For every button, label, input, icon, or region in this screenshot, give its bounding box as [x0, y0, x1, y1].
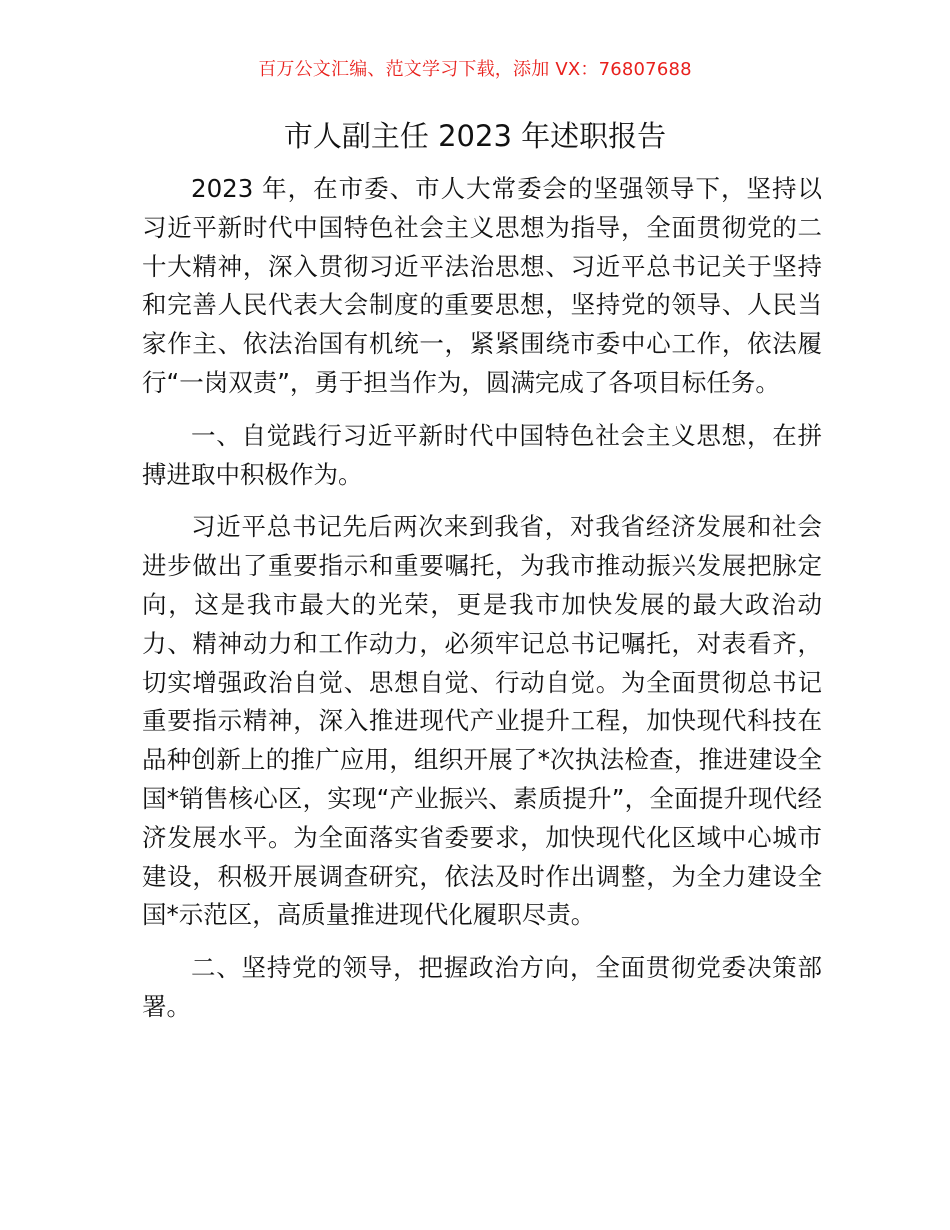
section-heading-1: 一、自觉践行习近平新时代中国特色社会主义思想，在拼搏进取中积极作为。 — [142, 420, 822, 489]
header-watermark-note: 百万公文汇编、范文学习下载，添加 VX：76807688 — [258, 59, 692, 80]
section-heading-2: 二、坚持党的领导，把握政治方向，全面贯彻党委决策部署。 — [142, 953, 822, 1021]
paragraph-intro: 2023 年，在市委、市人大常委会的坚强领导下，坚持以习近平新时代中国特色社会主义思想为指导，全面贯彻党的二十大精神，深入贯彻习近平法治思想、习近平总书记关于坚持和完善人民代表大会制度的重要思想，坚持党的领导、人民当家作主、依法治国有机统一，紧紧围绕市委中心工作，依法履行“一岗双责”，勇于担当作为，圆满完成了各项目标任务。 — [142, 174, 822, 397]
document-title: 市人副主任 2023 年述职报告 — [283, 119, 667, 153]
document-body — [142, 170, 822, 1027]
paragraph-section-1: 习近平总书记先后两次来到我省，对我省经济发展和社会进步做出了重要指示和重要嘱托，为我市推动振兴发展把脉定向，这是我市最大的光荣，更是我市加快发展的最大政治动力、精神动力和工作动力，必须牢记总书记嘱托，对表看齐，切实增强政治自觉、思想自觉、行动自觉。为全面贯彻总书记重要指示精神，深入推进现代产业提升工程，加快现代科技在品种创新上的推广应用，组织开展了*次执法检查，推进建设全国*销售核心区，实现“产业振兴、素质提升”，全面提升现代经济发展水平。为全面落实省委要求，加快现代化区域中心城市建设，积极开展调查研究，依法及时作出调整，为全力建设全国*示范区，高质量推进现代化履职尽责。 — [142, 512, 822, 930]
